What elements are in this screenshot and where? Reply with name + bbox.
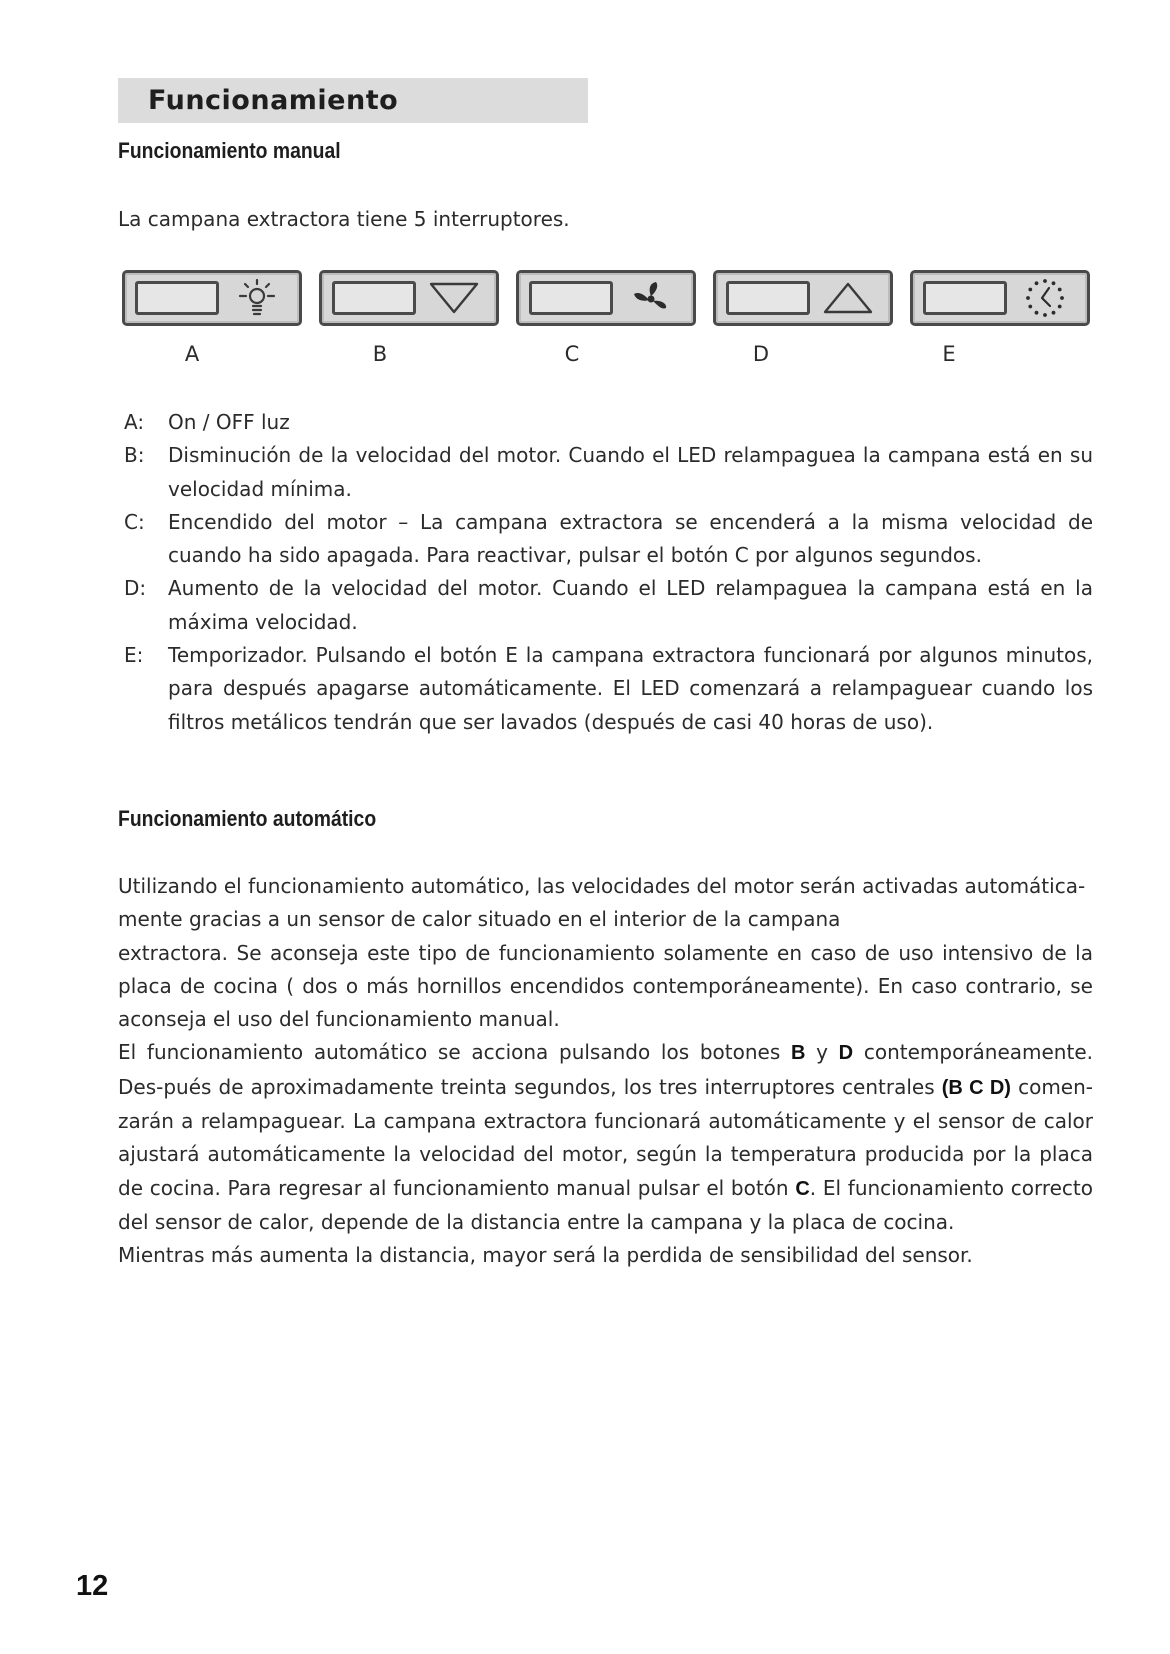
switch-d-led [726, 281, 810, 315]
definition-key: E: [124, 643, 144, 668]
panel-label-d: D [752, 342, 770, 366]
automatic-paragraph-4: Mientras más aumenta la distancia, mayor será la perdida de sensibilidad del sensor. [118, 1243, 973, 1268]
automatic-heading: Funcionamiento automático [118, 806, 377, 831]
manual-heading: Funcionamiento manual [118, 138, 341, 163]
definition-text: On / OFF luz [168, 410, 290, 434]
automatic-paragraph-3 [118, 1036, 1093, 1239]
switch-a-led [135, 281, 219, 315]
text-span: comen-zarán a relampaguear. La campana extractora funcionará automáticamente y el sensor de calor ajustará automáticamente la velocidad del motor, según la temperatura producida por la placa de cocina. Para regresar al funcionamiento manual pulsar el botón [118, 1074, 1093, 1200]
panel-label-c: C [564, 342, 580, 366]
switch-b-led [332, 281, 416, 315]
switch-e-button[interactable] [910, 270, 1090, 326]
definition-item [118, 572, 1093, 639]
definition-item [118, 406, 1093, 439]
text-span: y [805, 1040, 839, 1065]
timer-clock-icon [1015, 275, 1075, 321]
manual-intro: La campana extractora tiene 5 interruptores. [118, 207, 570, 231]
definition-text: Encendido del motor – La campana extractora se encenderá a la misma velocidad de cuando ha sido apagada. Para reactivar, pulsar el botón C por algunos segundos. [168, 509, 1093, 568]
speed-down-triangle-icon [424, 275, 484, 321]
automatic-paragraph-1: Utilizando el funcionamiento automático, las velocidades del motor serán activadas automática-mente gracias a un sensor de calor situado en el interior de la campana [118, 874, 1086, 932]
speed-up-triangle-icon [818, 275, 878, 321]
switch-d-button[interactable] [713, 270, 893, 326]
switch-a-button[interactable] [122, 270, 302, 326]
switch-definitions [118, 406, 1093, 739]
definition-text: Aumento de la velocidad del motor. Cuando el LED relampaguea la campana está en la máxima velocidad. [168, 576, 1093, 634]
text-span: . El funcionamiento correcto del sensor de calor, depende de la distancia entre la campana y la placa de cocina. [118, 1175, 1093, 1234]
definition-text: Temporizador. Pulsando el botón E la campana extractora funcionará por algunos minutos, para después apagarse automáticamente. El LED comenzará a relampaguear cuando los filtros metálicos tendrán que ser lavados (después de casi 40 horas de uso). [168, 643, 1093, 734]
text-span: El funcionamiento automático se acciona pulsando los botones [118, 1040, 791, 1065]
switch-c-led [529, 281, 613, 315]
fan-icon [621, 275, 681, 321]
definition-key: B: [124, 443, 145, 468]
bold-button-ref: C [795, 1177, 810, 1200]
section-title-bar [118, 78, 588, 123]
section-title: Funcionamiento [148, 85, 399, 116]
automatic-body [118, 870, 1093, 1273]
definition-text: Disminución de la velocidad del motor. Cuando el LED relampaguea la campana está en su velocidad mínima. [168, 443, 1093, 501]
definition-item [118, 506, 1093, 573]
panel-label-e: E [942, 342, 956, 366]
page-number: 12 [76, 1570, 109, 1602]
text-span: contemporáneamente. Des-pués de aproximadamente treinta segundos, los tres interruptores centrales [118, 1040, 1093, 1099]
definition-key: C: [124, 509, 145, 534]
bold-button-ref: (B C D) [941, 1076, 1011, 1099]
panel-label-b: B [372, 342, 388, 366]
definition-key: D: [124, 576, 147, 601]
definition-item [118, 639, 1093, 739]
definition-key: A: [124, 410, 145, 434]
switch-b-button[interactable] [319, 270, 499, 326]
bold-button-ref: D [838, 1042, 854, 1065]
switch-e-led [923, 281, 1007, 315]
switch-c-button[interactable] [516, 270, 696, 326]
bold-button-ref: B [790, 1042, 806, 1065]
light-bulb-icon [227, 275, 287, 321]
automatic-paragraph-2: extractora. Se aconseja este tipo de funcionamiento solamente en caso de uso intensivo de la placa de cocina ( dos o más hornillos encendidos contemporáneamente). En caso contrario, se aconseja el uso del funcionamiento manual. [118, 940, 1093, 1032]
control-panel [122, 270, 1090, 326]
definition-item [118, 439, 1093, 506]
panel-label-a: A [184, 342, 200, 366]
